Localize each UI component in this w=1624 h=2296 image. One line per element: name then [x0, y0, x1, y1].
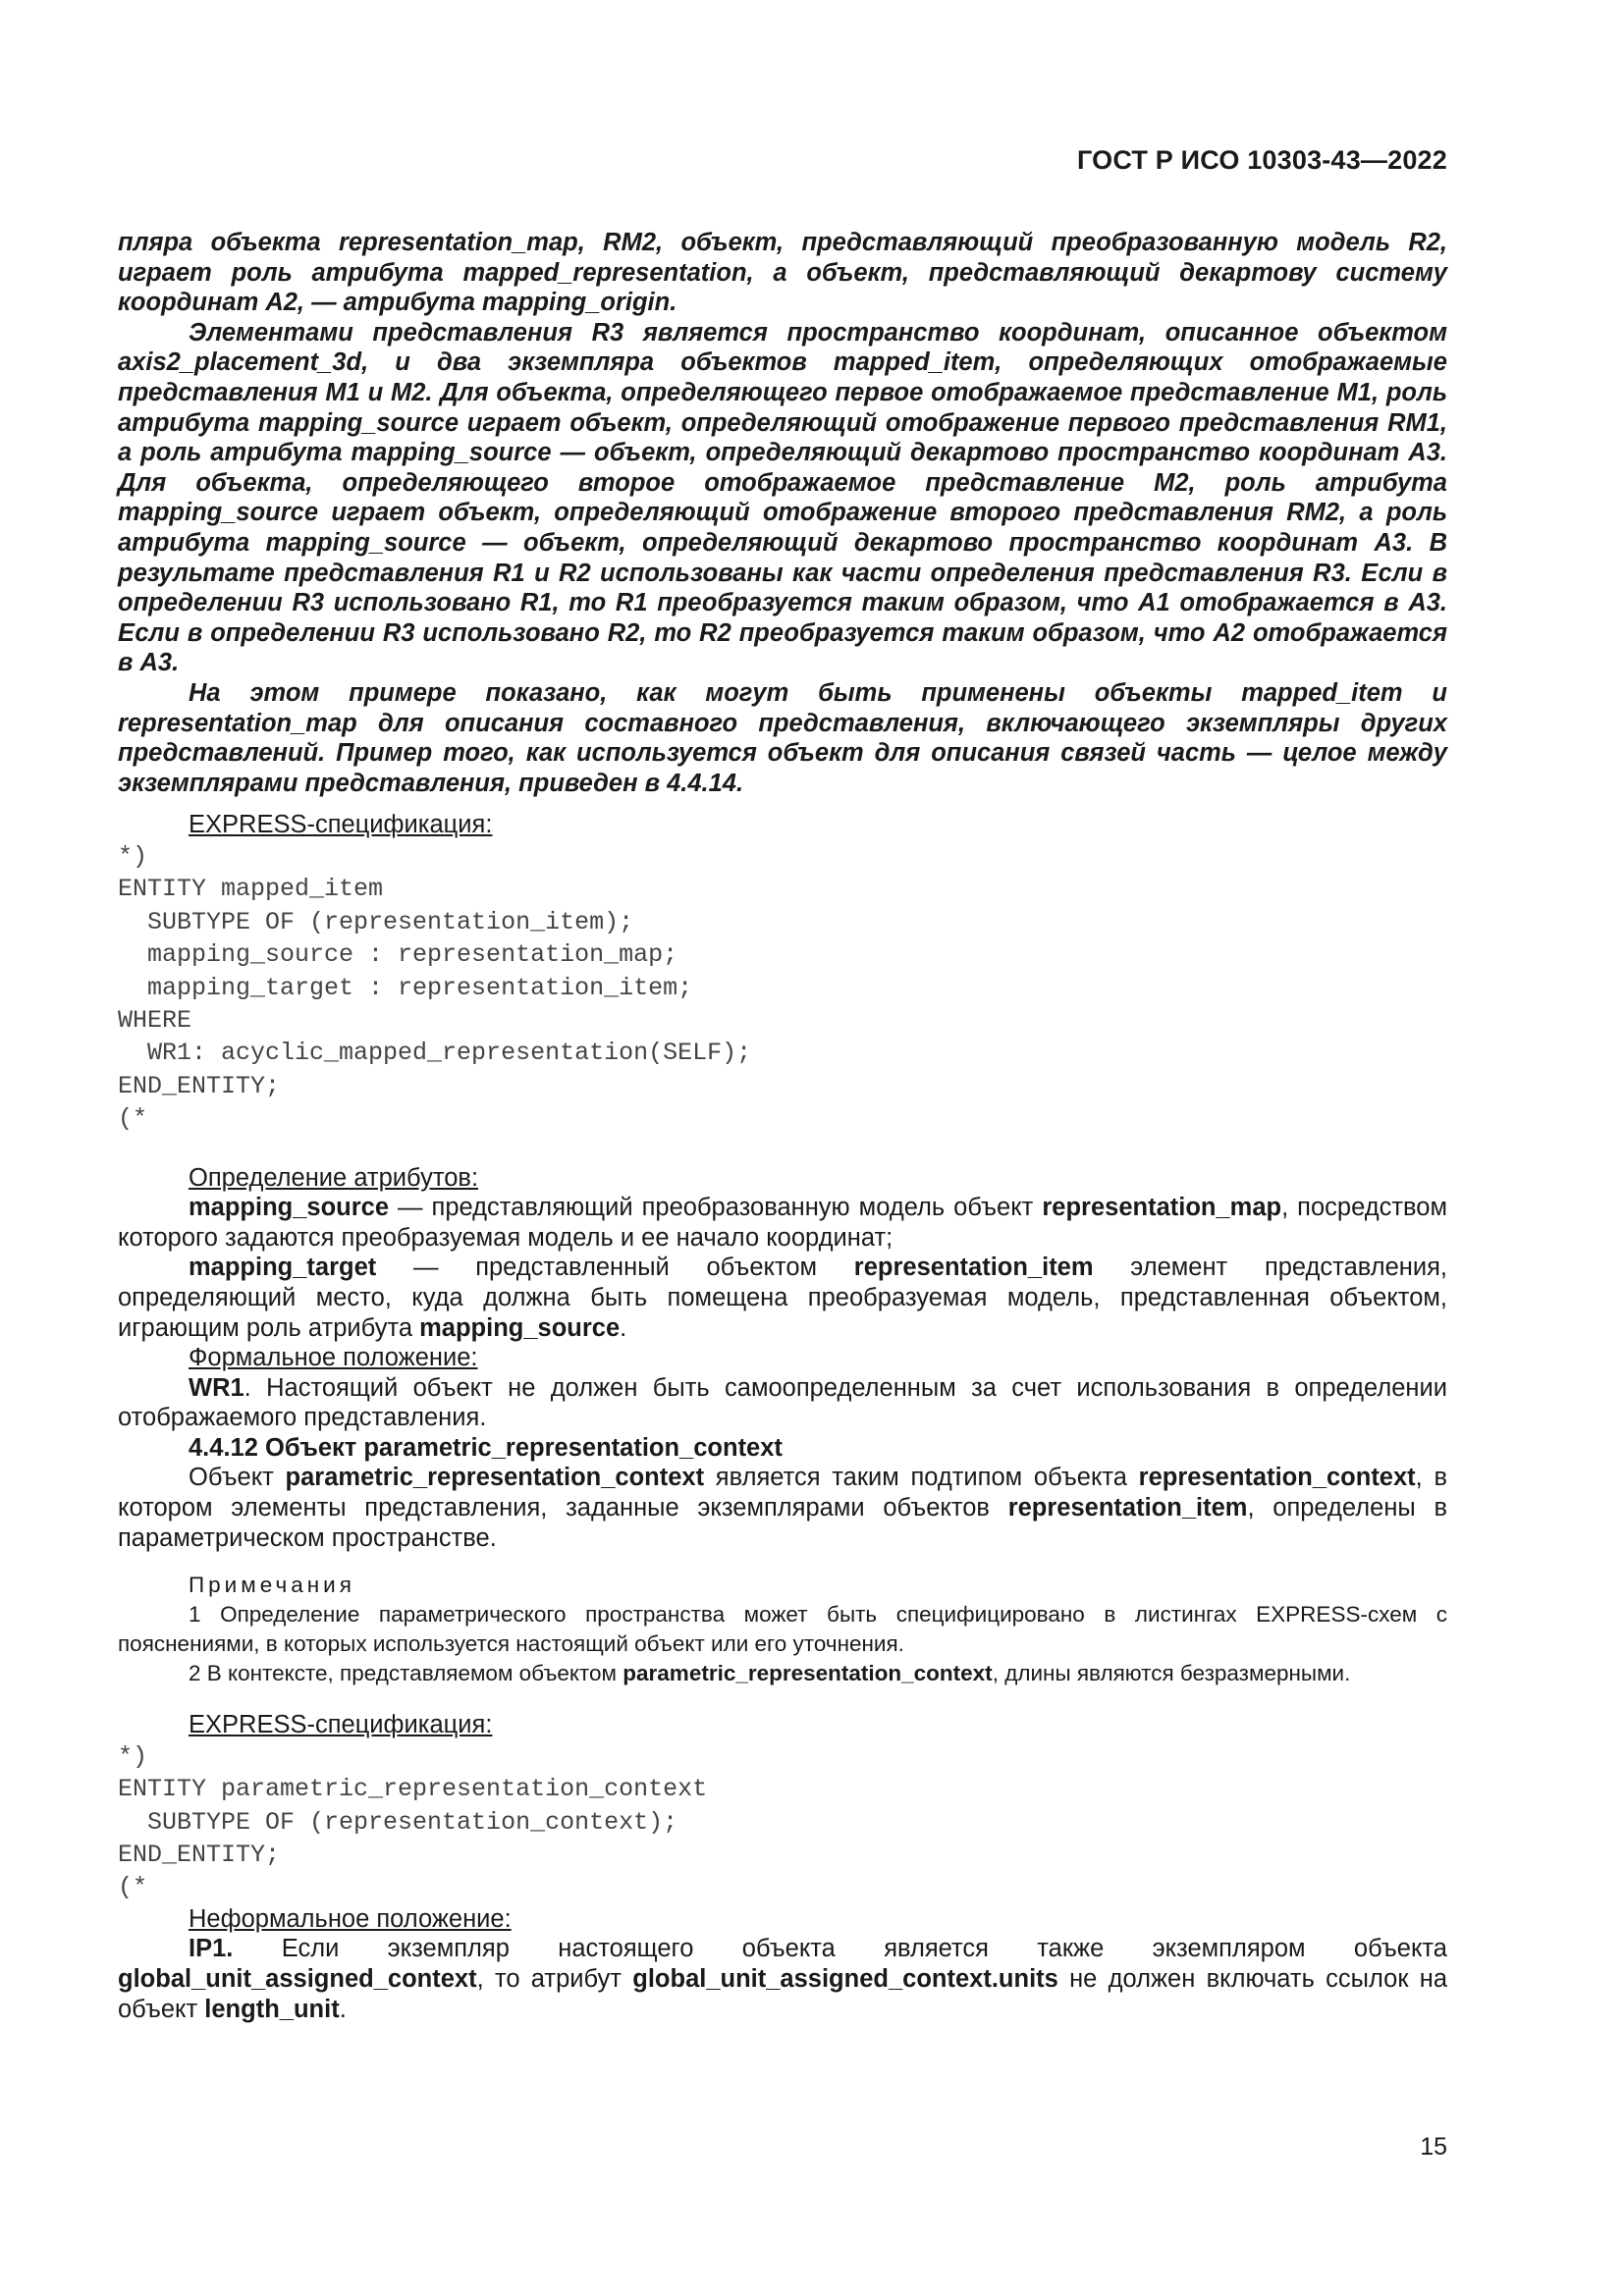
attribute-name: mapping_target	[189, 1254, 377, 1282]
attribute-mapping-source: mapping_source — представляющий преобразованную модель объект representation_map, посредством которого задаются преобразуемая модель и ее начало координат;	[118, 1194, 1448, 1252]
attribute-mapping-target: mapping_target — представленный объектом representation_item элемент представления, определяющий место, куда должна быть помещена преобразуемая модель, представленная объектом, играющим роль атрибута mapping_source.	[118, 1254, 1448, 1342]
document-header: ГОСТ Р ИСО 10303-43—2022	[1077, 145, 1447, 175]
attributes-label: Определение атрибутов:	[189, 1163, 479, 1192]
notes-title: Примечания	[189, 1573, 355, 1598]
section-paragraph: Объект parametric_representation_context является таким подтипом объекта representation_context, в котором элементы представления, заданные экземплярами объектов representation_item, определены в параметрическом пространстве.	[118, 1464, 1448, 1552]
page-number: 15	[1420, 2133, 1447, 2161]
informal-rule-ip1: IP1. Если экземпляр настоящего объекта является также экземпляром объекта global_unit_assigned_context, то атрибут global_unit_assigned_context.units не должен включать ссылок на объект length_unit.	[118, 1935, 1447, 2023]
express-label-2: EXPRESS-спецификация:	[189, 1711, 493, 1739]
section-heading: 4.4.12 Объект parametric_representation_context	[189, 1433, 783, 1462]
intro-paragraph-3: На этом примере показано, как могут быть применены объекты mapped_item и representation_map для описания составного представления, включающего экземпляры других представлений. Пример того, как используется объект для описания связей часть — целое между экземплярами представления, приведен в 4.4.14.	[118, 678, 1447, 797]
express-code-mapped-item: *) ENTITY mapped_item SUBTYPE OF (representation_item); mapping_source : representation_map; mapping_target : representation_item; WHERE WR1: acyclic_mapped_representation(SELF); END_ENTITY; (*	[118, 841, 752, 1134]
express-label-1: EXPRESS-спецификация:	[189, 811, 493, 839]
note-1: 1 Определение параметрического пространства может быть специфицировано в листингах EXPRESS-схем с пояснениями, в которых используется настоящий объект или его уточнения.	[118, 1602, 1447, 1657]
note-2: 2 В контексте, представляемом объектом parametric_representation_context, длины являются безразмерными.	[189, 1661, 1351, 1686]
formal-label: Формальное положение:	[189, 1344, 478, 1372]
intro-paragraph-1: пляра объекта representation_map, RM2, объект, представляющий преобразованную модель R2, играет роль атрибута mapped_representation, а объект, представляющий декартову систему координат A2, — атрибута mapping_origin.	[118, 229, 1447, 317]
intro-paragraph-2: Элементами представления R3 является пространство координат, описанное объектом axis2_placement_3d, и два экземпляра объектов mapped_item, определяющих отображаемые представления M1 и M2. Для объекта, определяющего первое отображаемое представление M1, роль атрибута mapping_source играет объект, определяющий отображение первого представления RM1, а роль атрибута mapping_source — объект, определяющий декартово пространство координат A3. Для объекта, определяющего второе отображаемое представление M2, роль атрибута mapping_source играет объект, определяющий отображение второго представления RM2, а роль атрибута mapping_source — объект, определяющий декартово пространство координат A3. В результате представления R1 и R2 использованы как части определения представления R3. Если в определении R3 использовано R1, то R1 преобразуется таким образом, что A1 отображается в A3. Если в определении R3 использовано R2, то R2 преобразуется таким образом, что A2 отображается в A3.	[118, 318, 1447, 677]
notes-block	[118, 1571, 1447, 1688]
formal-rule-wr1: WR1. Настоящий объект не должен быть самоопределенным за счет использования в определении отображаемого представления.	[118, 1373, 1447, 1432]
attribute-name: mapping_source	[189, 1194, 390, 1222]
express-code-parametric-context: *) ENTITY parametric_representation_context SUBTYPE OF (representation_context); END_ENTITY; (*	[118, 1741, 708, 1902]
informal-label: Неформальное положение:	[189, 1904, 512, 1933]
page-content	[118, 228, 1447, 2024]
